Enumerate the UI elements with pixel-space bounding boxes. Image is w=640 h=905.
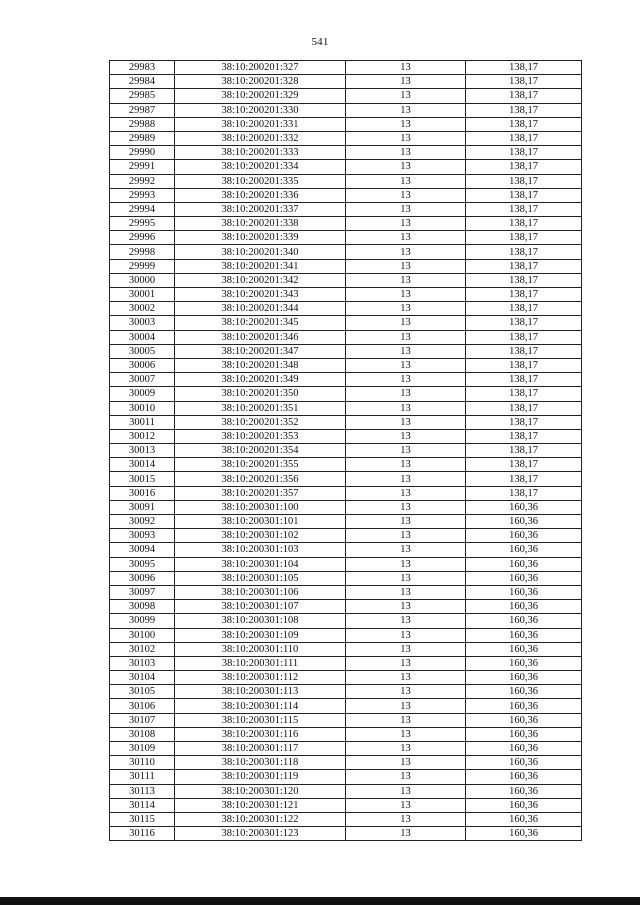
row-number-cell: 30014 bbox=[110, 458, 175, 472]
code-cell: 13 bbox=[346, 600, 466, 614]
cadastral-number-cell: 38:10:200301:115 bbox=[175, 713, 346, 727]
cadastral-number-cell: 38:10:200201:350 bbox=[175, 387, 346, 401]
table-row bbox=[110, 160, 582, 174]
value-cell: 138,17 bbox=[466, 245, 582, 259]
value-cell: 160,36 bbox=[466, 727, 582, 741]
table-row bbox=[110, 146, 582, 160]
value-cell: 138,17 bbox=[466, 302, 582, 316]
table-row bbox=[110, 415, 582, 429]
code-cell: 13 bbox=[346, 117, 466, 131]
table-row bbox=[110, 756, 582, 770]
table-row bbox=[110, 571, 582, 585]
code-cell: 13 bbox=[346, 515, 466, 529]
code-cell: 13 bbox=[346, 387, 466, 401]
value-cell: 160,36 bbox=[466, 585, 582, 599]
cadastral-number-cell: 38:10:200201:335 bbox=[175, 174, 346, 188]
code-cell: 13 bbox=[346, 89, 466, 103]
row-number-cell: 30005 bbox=[110, 344, 175, 358]
value-cell: 138,17 bbox=[466, 174, 582, 188]
table-row bbox=[110, 628, 582, 642]
code-cell: 13 bbox=[346, 174, 466, 188]
table-row bbox=[110, 685, 582, 699]
row-number-cell: 30115 bbox=[110, 812, 175, 826]
table-row bbox=[110, 387, 582, 401]
value-cell: 138,17 bbox=[466, 330, 582, 344]
value-cell: 160,36 bbox=[466, 685, 582, 699]
row-number-cell: 30002 bbox=[110, 302, 175, 316]
value-cell: 138,17 bbox=[466, 131, 582, 145]
table-body bbox=[110, 61, 582, 841]
table-row bbox=[110, 600, 582, 614]
code-cell: 13 bbox=[346, 571, 466, 585]
row-number-cell: 30106 bbox=[110, 699, 175, 713]
value-cell: 160,36 bbox=[466, 600, 582, 614]
cadastral-number-cell: 38:10:200301:107 bbox=[175, 600, 346, 614]
row-number-cell: 30001 bbox=[110, 288, 175, 302]
code-cell: 13 bbox=[346, 557, 466, 571]
table-row bbox=[110, 245, 582, 259]
row-number-cell: 30105 bbox=[110, 685, 175, 699]
code-cell: 13 bbox=[346, 358, 466, 372]
table-row bbox=[110, 344, 582, 358]
code-cell: 13 bbox=[346, 656, 466, 670]
table-row bbox=[110, 259, 582, 273]
code-cell: 13 bbox=[346, 217, 466, 231]
table-row bbox=[110, 217, 582, 231]
value-cell: 160,36 bbox=[466, 529, 582, 543]
value-cell: 160,36 bbox=[466, 515, 582, 529]
table-row bbox=[110, 401, 582, 415]
row-number-cell: 29995 bbox=[110, 217, 175, 231]
value-cell: 160,36 bbox=[466, 827, 582, 841]
code-cell: 13 bbox=[346, 784, 466, 798]
code-cell: 13 bbox=[346, 75, 466, 89]
cadastral-number-cell: 38:10:200301:116 bbox=[175, 727, 346, 741]
code-cell: 13 bbox=[346, 61, 466, 75]
value-cell: 160,36 bbox=[466, 699, 582, 713]
cadastral-number-cell: 38:10:200201:341 bbox=[175, 259, 346, 273]
code-cell: 13 bbox=[346, 288, 466, 302]
code-cell: 13 bbox=[346, 585, 466, 599]
row-number-cell: 30095 bbox=[110, 557, 175, 571]
cadastral-number-cell: 38:10:200301:121 bbox=[175, 798, 346, 812]
row-number-cell: 30109 bbox=[110, 742, 175, 756]
table-row bbox=[110, 273, 582, 287]
cadastral-number-cell: 38:10:200201:344 bbox=[175, 302, 346, 316]
cadastral-number-cell: 38:10:200201:328 bbox=[175, 75, 346, 89]
table-row bbox=[110, 75, 582, 89]
code-cell: 13 bbox=[346, 231, 466, 245]
value-cell: 138,17 bbox=[466, 387, 582, 401]
value-cell: 138,17 bbox=[466, 217, 582, 231]
table-row bbox=[110, 358, 582, 372]
table-row bbox=[110, 529, 582, 543]
code-cell: 13 bbox=[346, 671, 466, 685]
code-cell: 13 bbox=[346, 798, 466, 812]
row-number-cell: 30016 bbox=[110, 486, 175, 500]
table-row bbox=[110, 671, 582, 685]
table-row bbox=[110, 699, 582, 713]
code-cell: 13 bbox=[346, 727, 466, 741]
row-number-cell: 29994 bbox=[110, 202, 175, 216]
value-cell: 138,17 bbox=[466, 146, 582, 160]
table-row bbox=[110, 642, 582, 656]
cadastral-number-cell: 38:10:200301:119 bbox=[175, 770, 346, 784]
cadastral-number-cell: 38:10:200201:337 bbox=[175, 202, 346, 216]
table-row bbox=[110, 231, 582, 245]
row-number-cell: 30007 bbox=[110, 373, 175, 387]
cadastral-number-cell: 38:10:200301:100 bbox=[175, 500, 346, 514]
value-cell: 138,17 bbox=[466, 288, 582, 302]
table-row bbox=[110, 61, 582, 75]
cadastral-number-cell: 38:10:200301:113 bbox=[175, 685, 346, 699]
table-row bbox=[110, 486, 582, 500]
code-cell: 13 bbox=[346, 302, 466, 316]
value-cell: 138,17 bbox=[466, 188, 582, 202]
row-number-cell: 30004 bbox=[110, 330, 175, 344]
row-number-cell: 29991 bbox=[110, 160, 175, 174]
row-number-cell: 29984 bbox=[110, 75, 175, 89]
table-row bbox=[110, 117, 582, 131]
value-cell: 138,17 bbox=[466, 316, 582, 330]
row-number-cell: 30000 bbox=[110, 273, 175, 287]
code-cell: 13 bbox=[346, 756, 466, 770]
cadastral-number-cell: 38:10:200201:354 bbox=[175, 444, 346, 458]
cadastral-number-cell: 38:10:200201:356 bbox=[175, 472, 346, 486]
row-number-cell: 29990 bbox=[110, 146, 175, 160]
row-number-cell: 30111 bbox=[110, 770, 175, 784]
row-number-cell: 30102 bbox=[110, 642, 175, 656]
cadastral-number-cell: 38:10:200301:109 bbox=[175, 628, 346, 642]
value-cell: 138,17 bbox=[466, 89, 582, 103]
table-row bbox=[110, 798, 582, 812]
cadastral-number-cell: 38:10:200201:333 bbox=[175, 146, 346, 160]
table-row bbox=[110, 89, 582, 103]
code-cell: 13 bbox=[346, 742, 466, 756]
cadastral-number-cell: 38:10:200301:111 bbox=[175, 656, 346, 670]
cadastral-number-cell: 38:10:200201:334 bbox=[175, 160, 346, 174]
table-row bbox=[110, 288, 582, 302]
table-row bbox=[110, 656, 582, 670]
table-row bbox=[110, 202, 582, 216]
table-row bbox=[110, 458, 582, 472]
code-cell: 13 bbox=[346, 642, 466, 656]
row-number-cell: 30116 bbox=[110, 827, 175, 841]
cadastral-number-cell: 38:10:200201:340 bbox=[175, 245, 346, 259]
row-number-cell: 30098 bbox=[110, 600, 175, 614]
row-number-cell: 30013 bbox=[110, 444, 175, 458]
code-cell: 13 bbox=[346, 699, 466, 713]
cadastral-number-cell: 38:10:200301:118 bbox=[175, 756, 346, 770]
value-cell: 138,17 bbox=[466, 358, 582, 372]
code-cell: 13 bbox=[346, 614, 466, 628]
cadastral-number-cell: 38:10:200201:327 bbox=[175, 61, 346, 75]
row-number-cell: 30097 bbox=[110, 585, 175, 599]
cadastral-number-cell: 38:10:200301:112 bbox=[175, 671, 346, 685]
cadastral-number-cell: 38:10:200201:345 bbox=[175, 316, 346, 330]
value-cell: 138,17 bbox=[466, 415, 582, 429]
value-cell: 138,17 bbox=[466, 458, 582, 472]
table-row bbox=[110, 472, 582, 486]
row-number-cell: 30011 bbox=[110, 415, 175, 429]
cadastral-number-cell: 38:10:200201:347 bbox=[175, 344, 346, 358]
page-number: 541 bbox=[311, 36, 329, 48]
cadastral-data-table bbox=[109, 60, 582, 841]
value-cell: 138,17 bbox=[466, 344, 582, 358]
row-number-cell: 30003 bbox=[110, 316, 175, 330]
row-number-cell: 29998 bbox=[110, 245, 175, 259]
code-cell: 13 bbox=[346, 160, 466, 174]
code-cell: 13 bbox=[346, 472, 466, 486]
code-cell: 13 bbox=[346, 273, 466, 287]
value-cell: 160,36 bbox=[466, 656, 582, 670]
code-cell: 13 bbox=[346, 146, 466, 160]
value-cell: 138,17 bbox=[466, 117, 582, 131]
value-cell: 138,17 bbox=[466, 259, 582, 273]
row-number-cell: 30009 bbox=[110, 387, 175, 401]
value-cell: 160,36 bbox=[466, 614, 582, 628]
code-cell: 13 bbox=[346, 486, 466, 500]
value-cell: 138,17 bbox=[466, 231, 582, 245]
row-number-cell: 30091 bbox=[110, 500, 175, 514]
code-cell: 13 bbox=[346, 330, 466, 344]
table-row bbox=[110, 444, 582, 458]
value-cell: 138,17 bbox=[466, 160, 582, 174]
row-number-cell: 30012 bbox=[110, 429, 175, 443]
cadastral-number-cell: 38:10:200301:117 bbox=[175, 742, 346, 756]
cadastral-number-cell: 38:10:200201:348 bbox=[175, 358, 346, 372]
code-cell: 13 bbox=[346, 529, 466, 543]
cadastral-number-cell: 38:10:200201:342 bbox=[175, 273, 346, 287]
value-cell: 160,36 bbox=[466, 543, 582, 557]
row-number-cell: 30099 bbox=[110, 614, 175, 628]
code-cell: 13 bbox=[346, 415, 466, 429]
row-number-cell: 30103 bbox=[110, 656, 175, 670]
value-cell: 160,36 bbox=[466, 628, 582, 642]
row-number-cell: 29985 bbox=[110, 89, 175, 103]
cadastral-number-cell: 38:10:200301:101 bbox=[175, 515, 346, 529]
cadastral-number-cell: 38:10:200301:110 bbox=[175, 642, 346, 656]
row-number-cell: 29992 bbox=[110, 174, 175, 188]
row-number-cell: 30093 bbox=[110, 529, 175, 543]
value-cell: 160,36 bbox=[466, 571, 582, 585]
row-number-cell: 30015 bbox=[110, 472, 175, 486]
value-cell: 160,36 bbox=[466, 742, 582, 756]
row-number-cell: 29988 bbox=[110, 117, 175, 131]
table-row bbox=[110, 827, 582, 841]
value-cell: 138,17 bbox=[466, 103, 582, 117]
cadastral-number-cell: 38:10:200301:102 bbox=[175, 529, 346, 543]
value-cell: 138,17 bbox=[466, 273, 582, 287]
value-cell: 160,36 bbox=[466, 770, 582, 784]
cadastral-number-cell: 38:10:200201:351 bbox=[175, 401, 346, 415]
code-cell: 13 bbox=[346, 500, 466, 514]
row-number-cell: 30092 bbox=[110, 515, 175, 529]
code-cell: 13 bbox=[346, 316, 466, 330]
cadastral-number-cell: 38:10:200301:104 bbox=[175, 557, 346, 571]
row-number-cell: 29993 bbox=[110, 188, 175, 202]
table-row bbox=[110, 770, 582, 784]
value-cell: 138,17 bbox=[466, 472, 582, 486]
value-cell: 138,17 bbox=[466, 444, 582, 458]
value-cell: 138,17 bbox=[466, 202, 582, 216]
row-number-cell: 29996 bbox=[110, 231, 175, 245]
value-cell: 138,17 bbox=[466, 75, 582, 89]
cadastral-number-cell: 38:10:200301:120 bbox=[175, 784, 346, 798]
table-row bbox=[110, 188, 582, 202]
cadastral-number-cell: 38:10:200301:103 bbox=[175, 543, 346, 557]
code-cell: 13 bbox=[346, 373, 466, 387]
code-cell: 13 bbox=[346, 245, 466, 259]
row-number-cell: 30104 bbox=[110, 671, 175, 685]
table-row bbox=[110, 131, 582, 145]
row-number-cell: 30094 bbox=[110, 543, 175, 557]
code-cell: 13 bbox=[346, 202, 466, 216]
table-row bbox=[110, 373, 582, 387]
table-row bbox=[110, 585, 582, 599]
table-row bbox=[110, 515, 582, 529]
cadastral-number-cell: 38:10:200301:114 bbox=[175, 699, 346, 713]
table-row bbox=[110, 713, 582, 727]
code-cell: 13 bbox=[346, 401, 466, 415]
cadastral-number-cell: 38:10:200301:122 bbox=[175, 812, 346, 826]
code-cell: 13 bbox=[346, 429, 466, 443]
cadastral-number-cell: 38:10:200201:343 bbox=[175, 288, 346, 302]
cadastral-number-cell: 38:10:200201:346 bbox=[175, 330, 346, 344]
code-cell: 13 bbox=[346, 458, 466, 472]
cadastral-number-cell: 38:10:200201:355 bbox=[175, 458, 346, 472]
value-cell: 160,36 bbox=[466, 713, 582, 727]
table-row bbox=[110, 742, 582, 756]
code-cell: 13 bbox=[346, 444, 466, 458]
row-number-cell: 30107 bbox=[110, 713, 175, 727]
cadastral-number-cell: 38:10:200301:108 bbox=[175, 614, 346, 628]
cadastral-number-cell: 38:10:200301:105 bbox=[175, 571, 346, 585]
row-number-cell: 29987 bbox=[110, 103, 175, 117]
row-number-cell: 30100 bbox=[110, 628, 175, 642]
code-cell: 13 bbox=[346, 770, 466, 784]
code-cell: 13 bbox=[346, 628, 466, 642]
cadastral-number-cell: 38:10:200201:339 bbox=[175, 231, 346, 245]
row-number-cell: 30010 bbox=[110, 401, 175, 415]
row-number-cell: 29983 bbox=[110, 61, 175, 75]
cadastral-number-cell: 38:10:200301:123 bbox=[175, 827, 346, 841]
code-cell: 13 bbox=[346, 103, 466, 117]
row-number-cell: 29989 bbox=[110, 131, 175, 145]
table-row bbox=[110, 330, 582, 344]
table-row bbox=[110, 784, 582, 798]
table-row bbox=[110, 500, 582, 514]
value-cell: 138,17 bbox=[466, 61, 582, 75]
cadastral-number-cell: 38:10:200201:352 bbox=[175, 415, 346, 429]
cadastral-number-cell: 38:10:200201:353 bbox=[175, 429, 346, 443]
cadastral-number-cell: 38:10:200201:349 bbox=[175, 373, 346, 387]
value-cell: 160,36 bbox=[466, 557, 582, 571]
code-cell: 13 bbox=[346, 344, 466, 358]
value-cell: 160,36 bbox=[466, 812, 582, 826]
scan-edge-band bbox=[0, 897, 640, 905]
code-cell: 13 bbox=[346, 713, 466, 727]
code-cell: 13 bbox=[346, 543, 466, 557]
table-row bbox=[110, 174, 582, 188]
value-cell: 160,36 bbox=[466, 671, 582, 685]
row-number-cell: 30114 bbox=[110, 798, 175, 812]
table-row bbox=[110, 302, 582, 316]
row-number-cell: 30113 bbox=[110, 784, 175, 798]
table-row bbox=[110, 103, 582, 117]
cadastral-number-cell: 38:10:200301:106 bbox=[175, 585, 346, 599]
row-number-cell: 30108 bbox=[110, 727, 175, 741]
value-cell: 160,36 bbox=[466, 784, 582, 798]
value-cell: 160,36 bbox=[466, 500, 582, 514]
code-cell: 13 bbox=[346, 812, 466, 826]
value-cell: 160,36 bbox=[466, 756, 582, 770]
value-cell: 160,36 bbox=[466, 798, 582, 812]
row-number-cell: 30096 bbox=[110, 571, 175, 585]
code-cell: 13 bbox=[346, 188, 466, 202]
row-number-cell: 29999 bbox=[110, 259, 175, 273]
table-row bbox=[110, 543, 582, 557]
table-row bbox=[110, 812, 582, 826]
table-row bbox=[110, 614, 582, 628]
cadastral-number-cell: 38:10:200201:336 bbox=[175, 188, 346, 202]
value-cell: 138,17 bbox=[466, 401, 582, 415]
value-cell: 138,17 bbox=[466, 429, 582, 443]
code-cell: 13 bbox=[346, 259, 466, 273]
cadastral-number-cell: 38:10:200201:332 bbox=[175, 131, 346, 145]
code-cell: 13 bbox=[346, 685, 466, 699]
value-cell: 160,36 bbox=[466, 642, 582, 656]
value-cell: 138,17 bbox=[466, 486, 582, 500]
value-cell: 138,17 bbox=[466, 373, 582, 387]
code-cell: 13 bbox=[346, 131, 466, 145]
cadastral-number-cell: 38:10:200201:338 bbox=[175, 217, 346, 231]
table-row bbox=[110, 727, 582, 741]
table-row bbox=[110, 429, 582, 443]
row-number-cell: 30110 bbox=[110, 756, 175, 770]
cadastral-number-cell: 38:10:200201:331 bbox=[175, 117, 346, 131]
table-row bbox=[110, 316, 582, 330]
table-row bbox=[110, 557, 582, 571]
cadastral-number-cell: 38:10:200201:357 bbox=[175, 486, 346, 500]
cadastral-number-cell: 38:10:200201:329 bbox=[175, 89, 346, 103]
row-number-cell: 30006 bbox=[110, 358, 175, 372]
code-cell: 13 bbox=[346, 827, 466, 841]
cadastral-number-cell: 38:10:200201:330 bbox=[175, 103, 346, 117]
